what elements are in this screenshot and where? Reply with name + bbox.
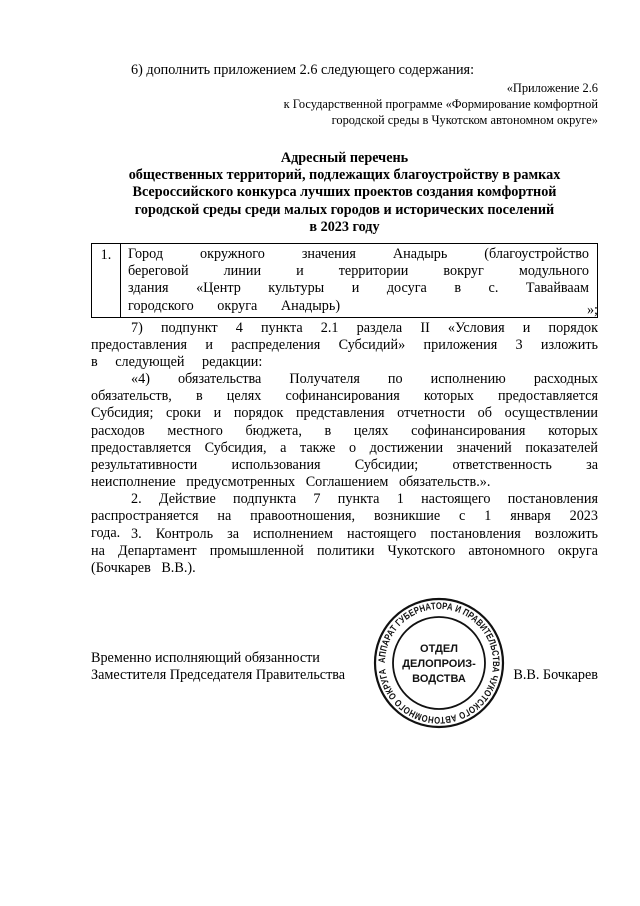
stamp-line: ВОДСТВА [412, 673, 466, 685]
office-stamp [372, 596, 506, 730]
heading-line: городской среды среди малых городов и исторических поселений [134, 201, 555, 218]
paragraph-text: 2. Действие подпункта 7 пункта 1 настоящего постановления распространяется на правоотношения, возникшие с 1 января 2023 года. [91, 491, 598, 542]
item-6-text: 6) дополнить приложением 2.6 следующего содержания: [131, 62, 475, 78]
signatory-name: В.В. Бочкарев [513, 667, 598, 683]
appendix-header [250, 80, 598, 129]
territory-table [91, 243, 598, 318]
appendix-line: городской среды в Чукотском автономном округе» [331, 113, 598, 128]
stamp-line: ДЕЛОПРОИЗ- [402, 658, 476, 670]
heading-line: Всероссийского конкурса лучших проектов создания комфортной [132, 184, 557, 201]
signatory-position [91, 650, 345, 684]
position-line: Временно исполняющий обязанности [91, 650, 320, 666]
paragraph-text: 3. Контроль за исполнением настоящего постановления возложить на Департамент промышленной политики Чукотского автономного округа (Бочкарев В.В.). [91, 526, 598, 577]
paragraph-7 [91, 320, 598, 372]
stamp-ring-text: АППАРАТ ГУБЕРНАТОРА И ПРАВИТЕЛЬСТВА ЧУКОТСКОГО АВТОНОМНОГО ОКРУГА [376, 600, 502, 726]
paragraph-3 [91, 526, 598, 578]
heading-line: общественных территорий, подлежащих благоустройству в рамках [128, 167, 561, 184]
paragraph-4-quoted [91, 371, 598, 491]
paragraph-text: 7) подпункт 4 пункта 2.1 раздела II «Условия и порядок предоставления и распределения Субсидий» приложения 3 изложить в следующей редакции: [91, 320, 598, 371]
end-quote: »; [586, 302, 598, 318]
row-number: 1. [92, 244, 121, 318]
row-text: Город окружного значения Анадырь (благоустройство береговой линии и территории вокруг модульного здания «Центр культуры и досуга в с. Тавайваам городского округа Анадырь) [121, 244, 598, 318]
paragraph-text: «4) обязательства Получателя по исполнению расходных обязательств, в целях софинансирования которых предоставляется Субсидия; сроки и порядок представления отчетности об осуществлении расходов местного бюджета, в целях софинансирования которых предоставляется Субсидия, а также о достижении значений показателей результативности использования Субсидии; ответственность за неисполнение предусмотренных Соглашением обязательств.». [91, 371, 598, 491]
list-heading [91, 150, 598, 236]
stamp-line: ОТДЕЛ [420, 643, 458, 655]
heading-line: в 2023 году [309, 218, 380, 235]
appendix-line: «Приложение 2.6 [506, 81, 598, 95]
heading-line: Адресный перечень [280, 150, 409, 166]
table-row [92, 244, 598, 318]
position-line: Заместителя Председателя Правительства [91, 667, 346, 684]
appendix-line: к Государственной программе «Формирование комфортной [283, 97, 598, 112]
